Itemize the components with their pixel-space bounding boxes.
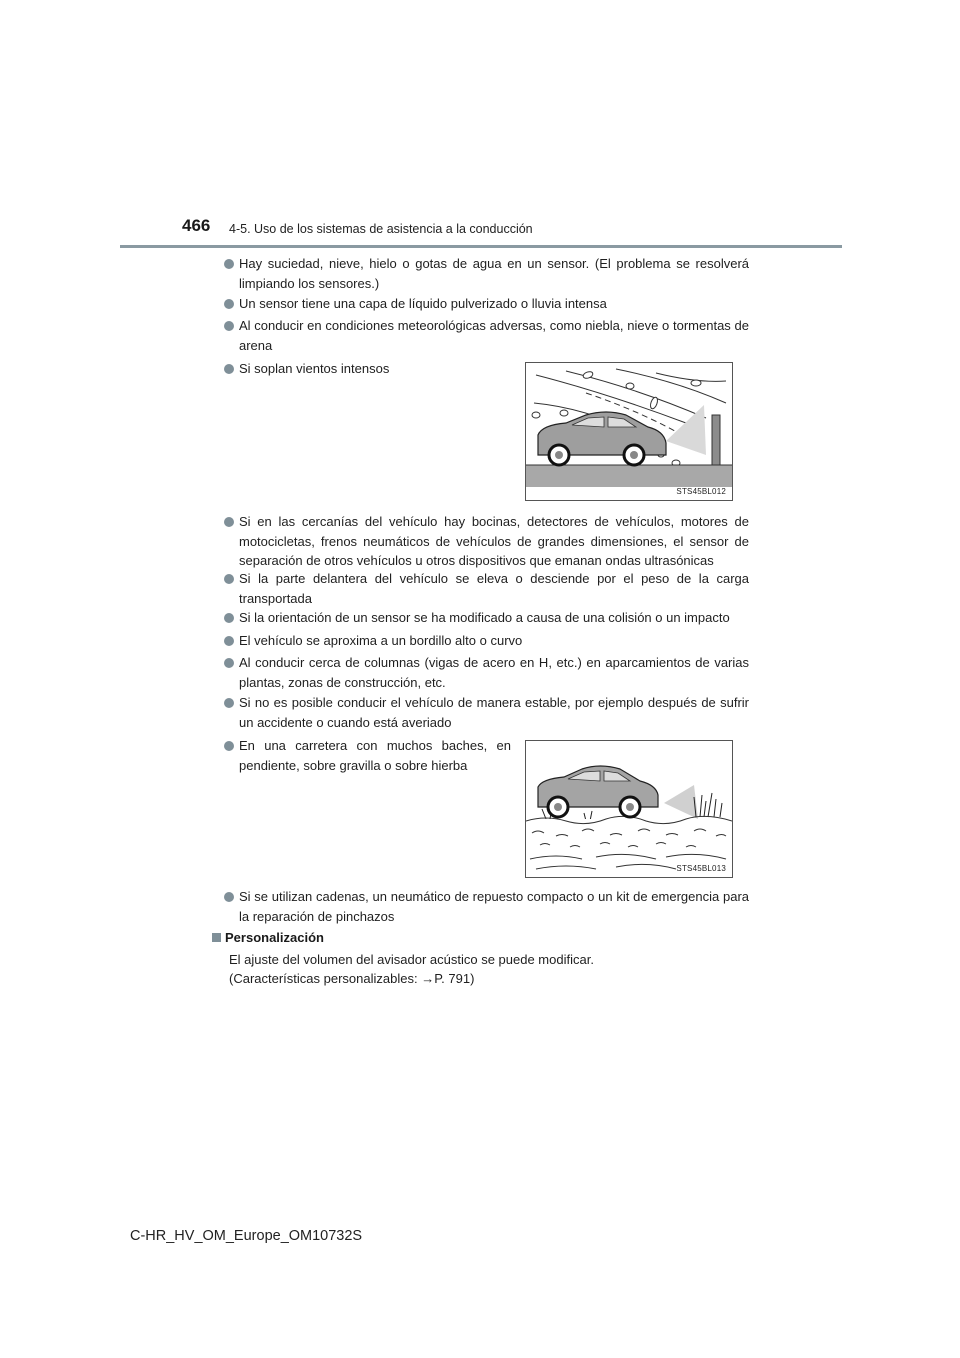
bullet-icon: [224, 636, 234, 646]
list-item: [224, 653, 749, 692]
bullet-icon: [224, 299, 234, 309]
bullet-icon: [224, 259, 234, 269]
bullet-icon: [224, 321, 234, 331]
list-item-text: Al conducir en condiciones meteorológicas adversas, como niebla, nieve o tormentas de arena: [239, 318, 749, 353]
customization-line-2: (Características personalizables: →P. 791): [229, 971, 475, 986]
list-item: [224, 569, 749, 608]
bullet-icon: [224, 364, 234, 374]
footer-doc-id: C-HR_HV_OM_Europe_OM10732S: [130, 1228, 363, 1244]
list-item-text: Si soplan vientos intensos: [239, 361, 390, 376]
customization-heading: [212, 930, 324, 945]
list-item: [224, 512, 749, 571]
customization-line-1: El ajuste del volumen del avisador acústico se puede modificar.: [229, 952, 594, 967]
bullet-icon: [224, 613, 234, 623]
list-item: [224, 736, 511, 775]
list-item-text: En una carretera con muchos baches, en pendiente, sobre gravilla o sobre hierba: [239, 738, 511, 773]
bullet-icon: [224, 574, 234, 584]
page-number: 466: [182, 216, 211, 235]
bullet-icon: [224, 741, 234, 751]
rough-road-illustration: [525, 740, 733, 878]
header-rule: [120, 245, 842, 248]
bullet-icon: [224, 517, 234, 527]
list-item-text: Si no es posible conducir el vehículo de manera estable, por ejemplo después de sufrir un accidente o cuando está averiado: [239, 695, 749, 730]
figure-label: STS45BL012: [676, 487, 726, 496]
bullet-icon: [224, 698, 234, 708]
list-item: [224, 631, 749, 651]
wind-illustration: [525, 362, 733, 501]
list-item-text: Si en las cercanías del vehículo hay bocinas, detectores de vehículos, motores de motocicletas, frenos neumáticos de vehículos de grandes dimensiones, el sensor de separación de otros vehículos u otros dispositivos que emanan ondas ultrasónicas: [239, 514, 749, 568]
list-item: [224, 608, 749, 628]
figure-label: STS45BL013: [676, 864, 726, 873]
list-item-text: Al conducir cerca de columnas (vigas de acero en H, etc.) en aparcamientos de varias plantas, zonas de construcción, etc.: [239, 655, 749, 690]
bullet-icon: [224, 658, 234, 668]
bullet-icon: [224, 892, 234, 902]
customization-heading-text: Personalización: [225, 930, 324, 945]
list-item: [224, 254, 749, 293]
list-item-text: Si la orientación de un sensor se ha modificado a causa de una colisión o un impacto: [239, 610, 730, 625]
list-item-text: Hay suciedad, nieve, hielo o gotas de agua en un sensor. (El problema se resolverá limpiando los sensores.): [239, 256, 749, 291]
list-item-text: Un sensor tiene una capa de líquido pulverizado o lluvia intensa: [239, 296, 607, 311]
list-item: [224, 316, 749, 355]
section-title: 4-5. Uso de los sistemas de asistencia a la conducción: [229, 222, 533, 236]
list-item: [224, 359, 511, 379]
wind-scene-icon: [526, 363, 732, 500]
list-item: [224, 294, 749, 314]
list-item: [224, 693, 749, 732]
list-item-text: Si la parte delantera del vehículo se eleva o desciende por el peso de la carga transportada: [239, 571, 749, 606]
rough-road-scene-icon: [526, 741, 732, 877]
square-bullet-icon: [212, 933, 221, 942]
list-item-text: El vehículo se aproxima a un bordillo alto o curvo: [239, 633, 523, 648]
list-item: [224, 887, 749, 926]
list-item-text: Si se utilizan cadenas, un neumático de repuesto compacto o un kit de emergencia para la reparación de pinchazos: [239, 889, 749, 924]
